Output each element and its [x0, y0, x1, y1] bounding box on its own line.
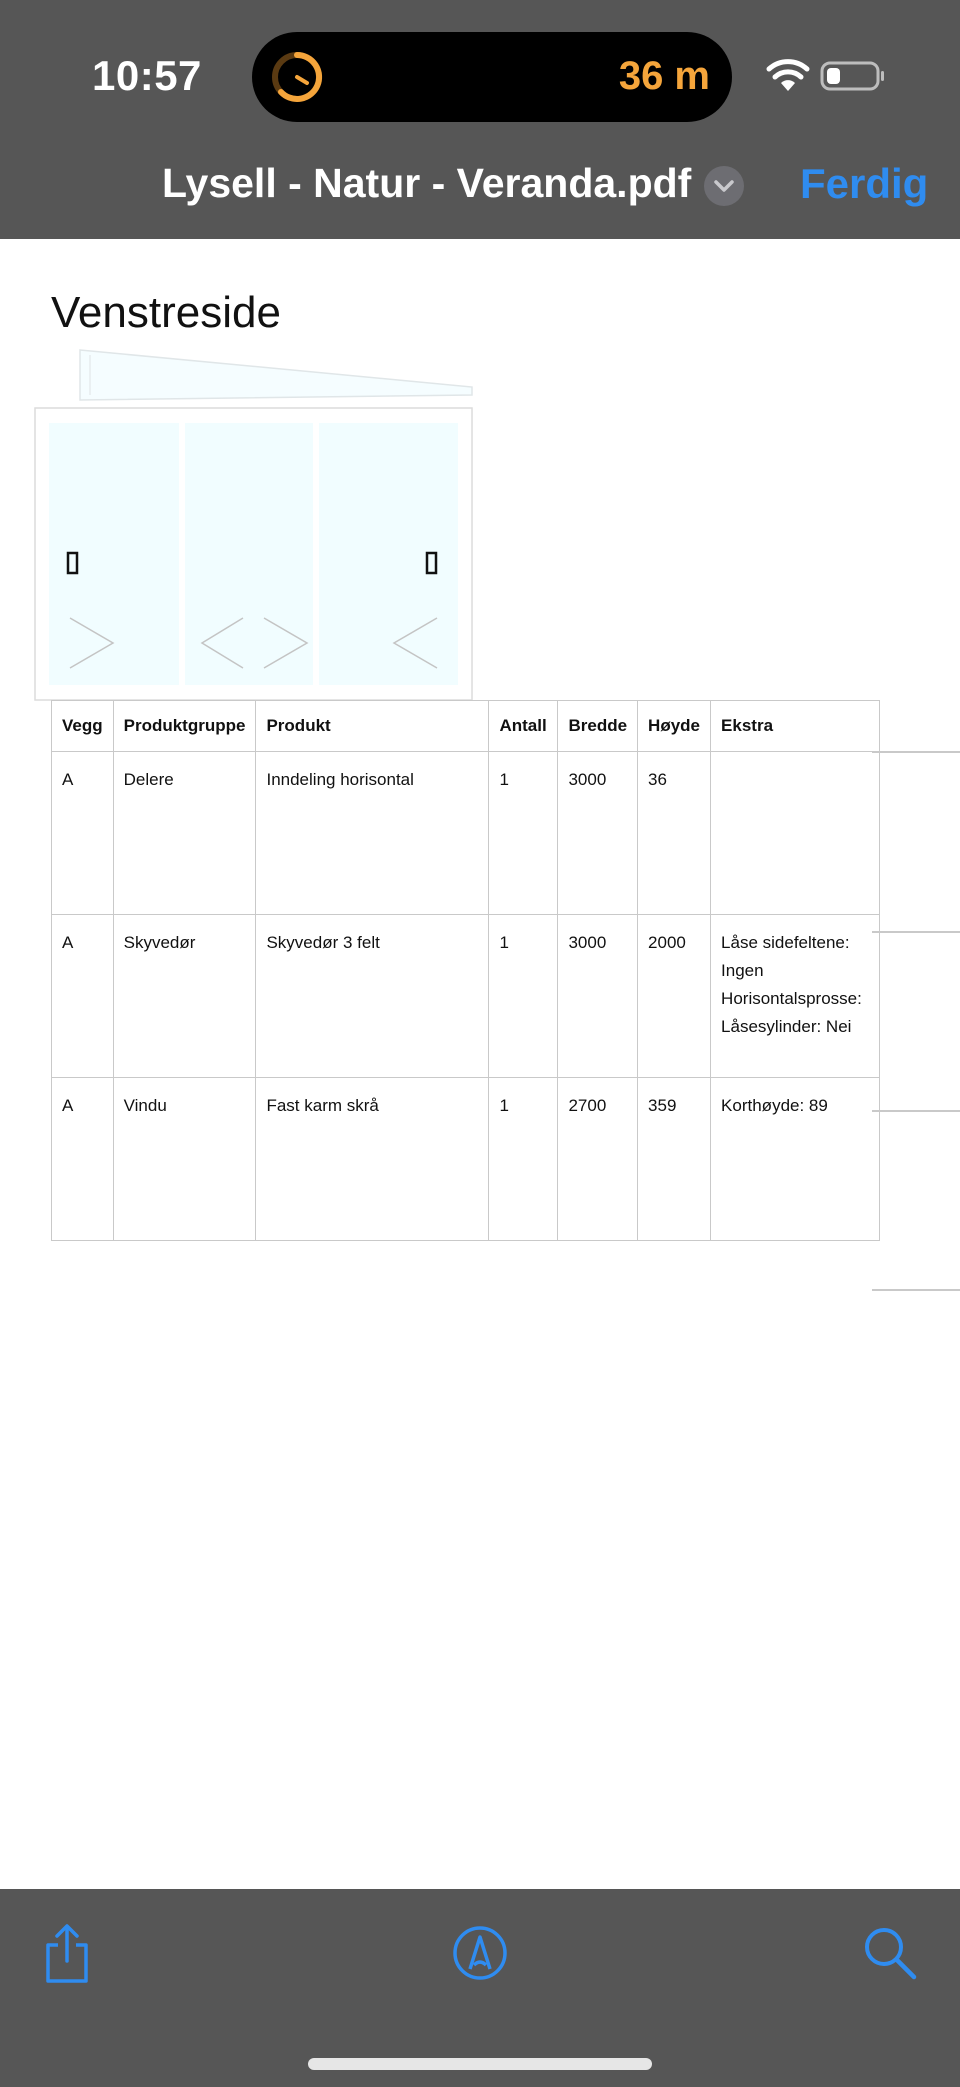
home-indicator[interactable]	[308, 2058, 652, 2070]
column-header: Produktgruppe	[113, 701, 256, 752]
table-cell: 2700	[558, 1078, 638, 1241]
table-cell: Skyvedør	[113, 915, 256, 1078]
column-header: Vegg	[52, 701, 114, 752]
column-header: Produkt	[256, 701, 489, 752]
table-cell: 3000	[558, 752, 638, 915]
table-cell: Fast karm skrå	[256, 1078, 489, 1241]
table-cell	[711, 752, 880, 915]
table-cell: A	[52, 752, 114, 915]
table-divider	[872, 751, 960, 753]
top-bar	[0, 0, 960, 239]
document-title[interactable]: Lysell - Natur - Veranda.pdf	[162, 160, 692, 206]
table-cell: Delere	[113, 752, 256, 915]
table-cell: 2000	[638, 915, 711, 1078]
table-cell: 1	[489, 915, 558, 1078]
column-header: Høyde	[638, 701, 711, 752]
table-header-row	[52, 701, 880, 752]
done-button[interactable]: Ferdig	[800, 160, 929, 207]
table-cell: Skyvedør 3 felt	[256, 915, 489, 1078]
table-row	[52, 915, 880, 1078]
page-heading: Venstreside	[51, 288, 281, 337]
table-cell: 3000	[558, 915, 638, 1078]
wifi-icon	[766, 58, 810, 94]
chevron-down-icon	[704, 166, 744, 206]
column-header: Bredde	[558, 701, 638, 752]
title-menu-button[interactable]	[704, 166, 744, 206]
table-row	[52, 752, 880, 915]
dynamic-island[interactable]	[252, 32, 732, 122]
table-divider	[872, 1110, 960, 1112]
table-cell: Inndeling horisontal	[256, 752, 489, 915]
table-cell: Korthøyde: 89	[711, 1078, 880, 1241]
product-table	[51, 700, 880, 1241]
table-cell: Låse sidefeltene: Ingen Horisontalsprosse: Låsesylinder: Nei	[711, 915, 880, 1078]
door-drawing	[30, 345, 480, 705]
table-divider	[872, 1289, 960, 1291]
share-icon[interactable]	[42, 1923, 92, 1985]
markup-icon[interactable]	[452, 1925, 508, 1981]
status-time: 10:57	[92, 52, 202, 99]
table-cell: 1	[489, 752, 558, 915]
table-cell: Vindu	[113, 1078, 256, 1241]
timer-text: 36 m	[618, 54, 710, 98]
table-cell: 1	[489, 1078, 558, 1241]
table-divider	[872, 931, 960, 933]
column-header: Antall	[489, 701, 558, 752]
timer-ring-icon	[271, 51, 323, 103]
table-cell: 359	[638, 1078, 711, 1241]
column-header: Ekstra	[711, 701, 880, 752]
battery-icon	[820, 60, 886, 92]
table-row	[52, 1078, 880, 1241]
search-icon[interactable]	[862, 1925, 918, 1981]
table-cell: 36	[638, 752, 711, 915]
table-cell: A	[52, 915, 114, 1078]
table-cell: A	[52, 1078, 114, 1241]
